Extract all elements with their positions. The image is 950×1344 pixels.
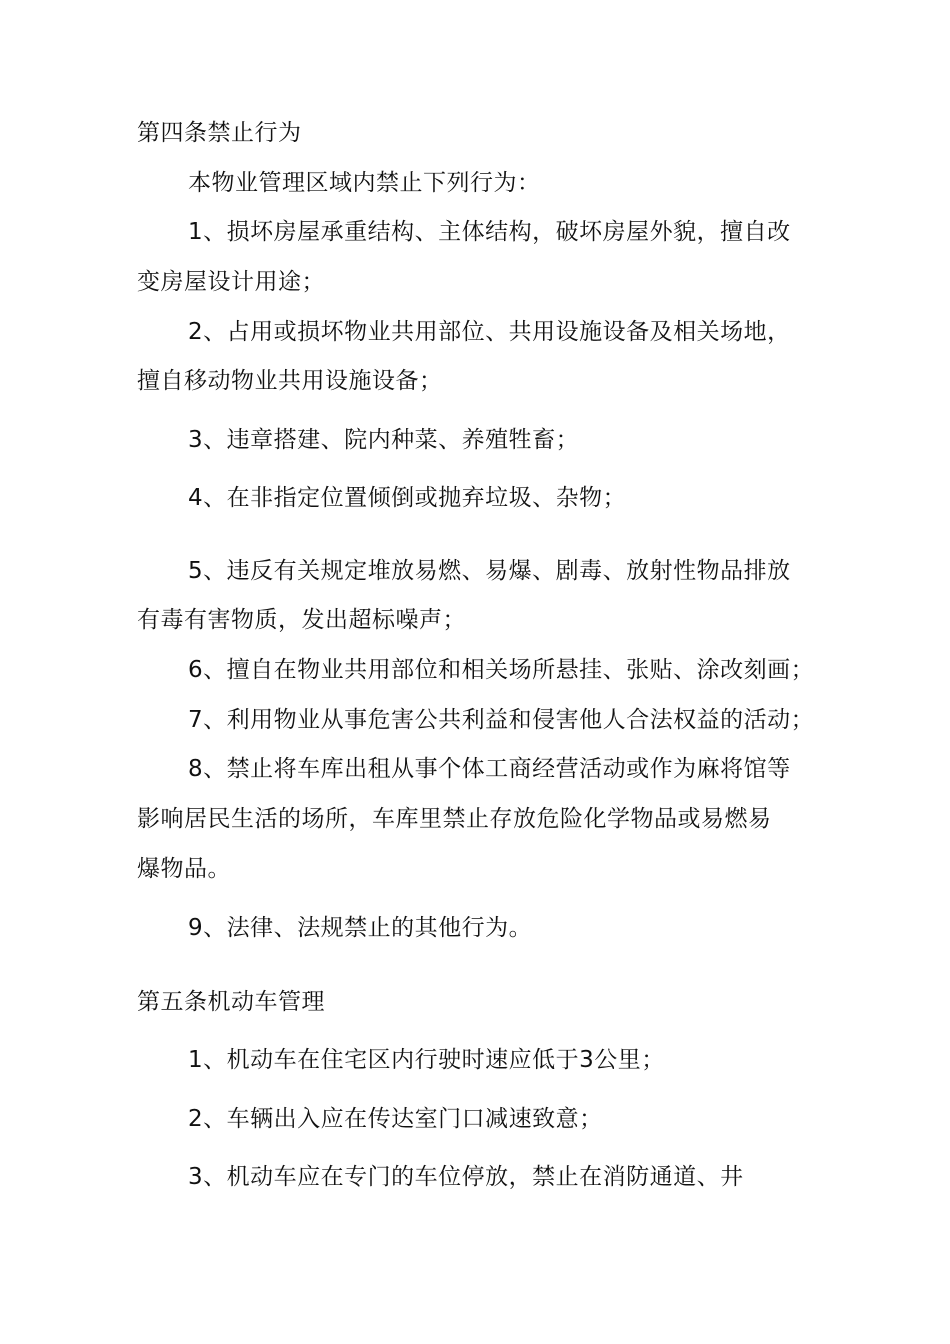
section5-heading: 第五条机动车管理 bbox=[137, 989, 325, 1015]
item-line: 1、损坏房屋承重结构、主体结构，破坏房屋外貌，擅自改 bbox=[188, 219, 791, 245]
item-line: 变房屋设计用途； bbox=[137, 269, 325, 295]
item-line: 3、违章搭建、院内种菜、养殖牲畜； bbox=[188, 427, 580, 453]
item-line: 有毒有害物质，发出超标噪声； bbox=[137, 607, 466, 633]
item-line: 5、违反有关规定堆放易燃、易爆、剧毒、放射性物品排放 bbox=[188, 558, 791, 584]
item-line: 4、在非指定位置倾倒或抛弃垃圾、杂物； bbox=[188, 485, 627, 511]
section4-heading: 第四条禁止行为 bbox=[137, 120, 302, 146]
item-line: 1、机动车在住宅区内行驶时速应低于3公里； bbox=[188, 1047, 665, 1073]
item-line: 9、法律、法规禁止的其他行为。 bbox=[188, 915, 533, 941]
item-line: 擅自移动物业共用设施设备； bbox=[137, 368, 443, 394]
item-line: 2、车辆出入应在传达室门口减速致意； bbox=[188, 1106, 603, 1132]
item-line: 3、机动车应在专门的车位停放，禁止在消防通道、井 bbox=[188, 1164, 744, 1190]
item-line: 8、禁止将车库出租从事个体工商经营活动或作为麻将馆等 bbox=[188, 756, 791, 782]
item-line: 影响居民生活的场所，车库里禁止存放危险化学物品或易燃易 bbox=[137, 806, 772, 832]
section4-intro: 本物业管理区域内禁止下列行为： bbox=[188, 170, 541, 196]
item-line: 7、利用物业从事危害公共利益和侵害他人合法权益的活动； bbox=[188, 707, 815, 733]
item-line: 2、占用或损坏物业共用部位、共用设施设备及相关场地， bbox=[188, 319, 791, 345]
item-line: 6、擅自在物业共用部位和相关场所悬挂、张贴、涂改刻画； bbox=[188, 657, 815, 683]
item-line: 爆物品。 bbox=[137, 856, 231, 882]
